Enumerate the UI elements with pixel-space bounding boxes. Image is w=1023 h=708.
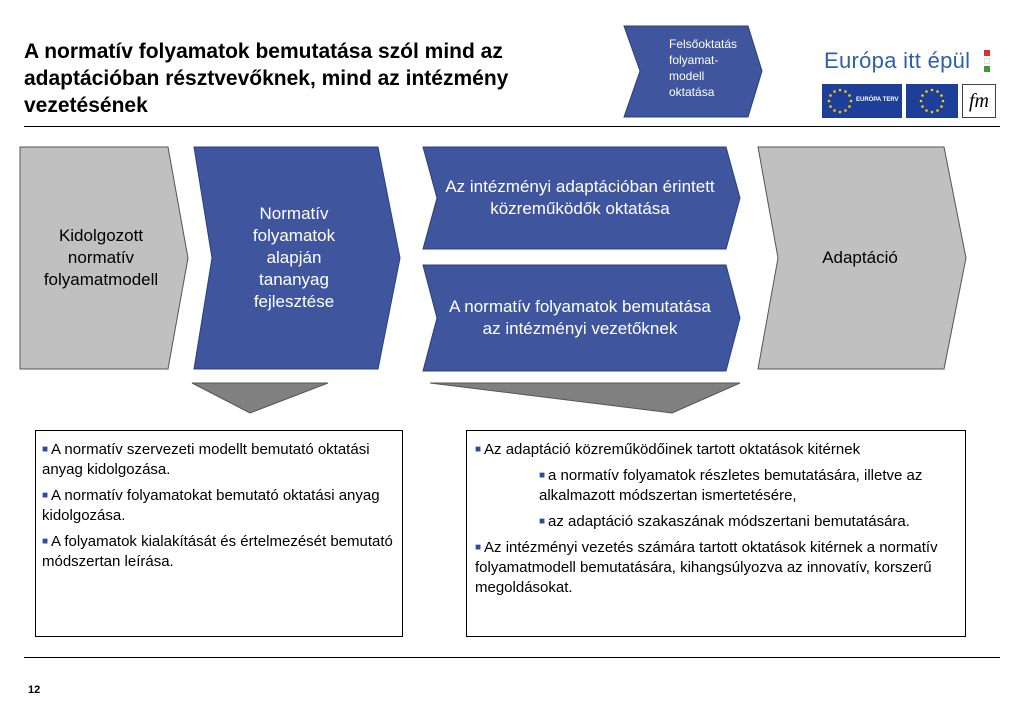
left-funnel <box>192 383 328 413</box>
step4-label: Adaptáció <box>822 248 898 267</box>
footer-divider <box>24 657 1000 658</box>
flag-white <box>984 58 990 64</box>
bullet-icon: ■ <box>539 470 546 481</box>
bullet-icon: ■ <box>539 516 546 527</box>
right-panel <box>466 430 966 637</box>
eu-terv-label: EURÓPA TERV <box>856 97 899 103</box>
step3a-label: Az intézményi adaptációban érintett közreműködők oktatása <box>445 177 715 218</box>
page-title: A normatív folyamatok bemutatása szól mind az adaptációban résztvevőknek, mind az intézmény vezetésének <box>24 40 509 117</box>
right-subitem-2: ■ az adaptáció szakaszának módszertani bemutatására. <box>539 513 910 530</box>
eu-stars-icon <box>917 86 947 116</box>
right-funnel <box>430 383 740 413</box>
left-item-3: ■ A folyamatok kialakítását és értelmezését bemutató módszertan leírása. <box>42 533 393 570</box>
bullet-icon: ■ <box>475 444 482 455</box>
left-panel <box>35 430 403 637</box>
left-item-1: ■ A normatív szervezeti modellt bemutató oktatási anyag kidolgozása. <box>42 441 370 478</box>
europa-itt-epul-logo: Európa itt épül <box>824 48 971 73</box>
top-chevron-label: Felsőoktatás folyamat- modell oktatása <box>669 37 738 99</box>
bullet-icon: ■ <box>42 490 49 501</box>
flag-green <box>984 66 990 72</box>
eu-flag-logo-2 <box>906 84 958 118</box>
step1-label: Kidolgozott normatív folyamatmodell <box>43 226 159 289</box>
bullet-icon: ■ <box>42 444 49 455</box>
right-subitem-1: ■ a normatív folyamatok részletes bemutatására, illetve az alkalmazott módszertan ismertetésére, <box>539 467 923 504</box>
step2-label: Normatív folyamatok alapján tananyag fejlesztése <box>252 204 336 311</box>
fm-logo: fm <box>962 84 996 118</box>
left-item-2: ■ A normatív folyamatokat bemutató oktatási anyag kidolgozása. <box>42 487 380 524</box>
bullet-icon: ■ <box>42 536 49 547</box>
page-number: 12 <box>28 684 41 696</box>
bullet-icon: ■ <box>475 542 482 553</box>
flag-red <box>984 50 990 56</box>
right-item-1: ■ Az adaptáció közreműködőinek tartott oktatások kitérnek <box>475 441 861 458</box>
eu-stars-icon <box>825 86 855 116</box>
step3b-label: A normatív folyamatok bemutatása az intézményi vezetőknek <box>449 297 711 338</box>
right-item-2: ■ Az intézményi vezetés számára tartott oktatások kitérnek a normatív folyamatmodell bemutatására, kihangsúlyozva az innovatív, korszerű megoldásokat. <box>475 539 938 596</box>
